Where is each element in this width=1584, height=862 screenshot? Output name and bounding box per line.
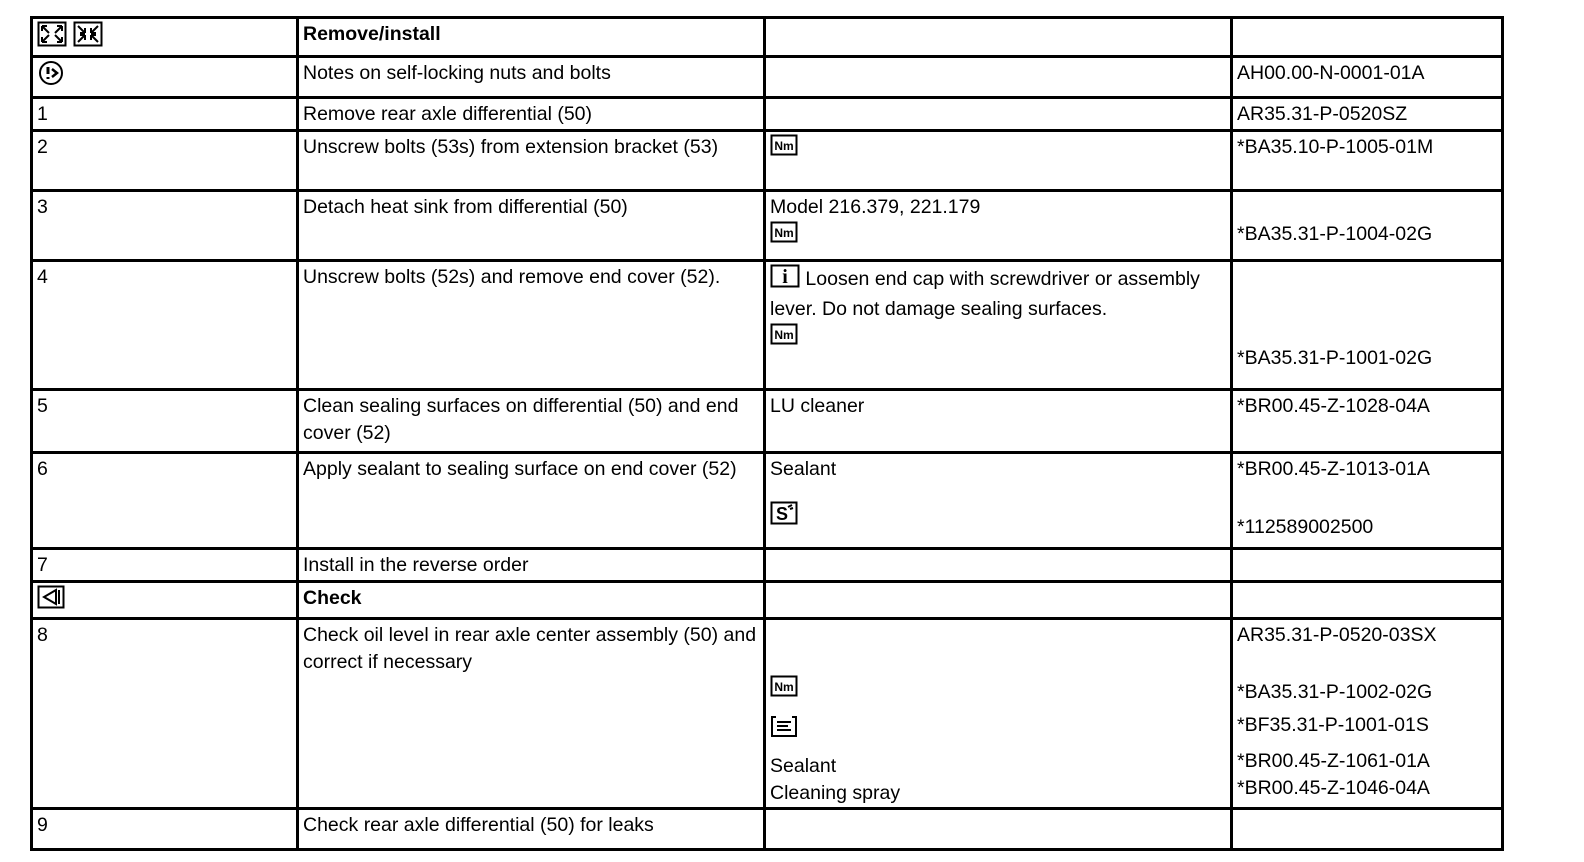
- material-name: LU cleaner: [770, 395, 865, 417]
- step-text: Notes on self-locking nuts and bolts: [303, 62, 611, 84]
- ref-link[interactable]: *BF35.31-P-1001-01S: [1237, 714, 1429, 736]
- table-row: [32, 18, 1503, 57]
- check-icon: [37, 585, 65, 617]
- step-number: 3: [37, 196, 48, 218]
- ref-link[interactable]: *BR00.45-Z-1046-04A: [1237, 777, 1430, 799]
- extra-cell: [765, 453, 1232, 549]
- ref-link[interactable]: *BA35.31-P-1004-02G: [1237, 223, 1433, 245]
- step-text-cell: [298, 390, 765, 453]
- ref-link[interactable]: *BA35.31-P-1002-02G: [1237, 681, 1433, 703]
- torque-nm-icon[interactable]: [770, 221, 798, 251]
- ref-cell: [1232, 98, 1503, 131]
- table-row: [32, 390, 1503, 453]
- material-name: Sealant: [770, 755, 837, 777]
- table-row: [32, 98, 1503, 131]
- material-name: Sealant: [770, 458, 837, 480]
- step-text: Detach heat sink from differential (50): [303, 196, 628, 218]
- note-icon: [37, 60, 65, 94]
- table-row: [32, 549, 1503, 582]
- step-number-cell: [32, 98, 298, 131]
- extra-cell: [765, 582, 1232, 619]
- ref-cell: [1232, 261, 1503, 390]
- step-number-cell: [32, 549, 298, 582]
- ref-link[interactable]: *BA35.10-P-1005-01M: [1237, 136, 1434, 158]
- step-number-cell: [32, 131, 298, 191]
- step-text-cell: [298, 18, 765, 57]
- ref-link[interactable]: *BA35.31-P-1001-02G: [1237, 347, 1433, 369]
- table-row: [32, 57, 1503, 98]
- step-number: 2: [37, 136, 48, 158]
- step-cell: [32, 18, 298, 57]
- info-note: Loosen end cap with screwdriver or assembly lever. Do not damage sealing surfaces.: [770, 268, 1200, 320]
- step-text-cell: [298, 131, 765, 191]
- step-text: Check rear axle differential (50) for leaks: [303, 814, 654, 836]
- ref-link[interactable]: AH00.00-N-0001-01A: [1237, 62, 1425, 84]
- step-text: Remove rear axle differential (50): [303, 103, 593, 125]
- step-text: Unscrew bolts (52s) and remove end cover (52).: [303, 266, 721, 288]
- svg-text:i: i: [782, 266, 788, 288]
- step-number-cell: [32, 390, 298, 453]
- extra-cell: [765, 261, 1232, 390]
- step-number: 6: [37, 458, 48, 480]
- extra-cell: [765, 619, 1232, 809]
- ref-link[interactable]: *BR00.45-Z-1013-01A: [1237, 458, 1430, 480]
- table-row: [32, 809, 1503, 850]
- step-text: Clean sealing surfaces on differential (50) and end cover (52): [303, 395, 739, 444]
- step-cell: [32, 582, 298, 619]
- step-number: 1: [37, 103, 48, 125]
- step-text: Install in the reverse order: [303, 554, 529, 576]
- extra-cell: [765, 809, 1232, 850]
- ref-cell: [1232, 131, 1503, 191]
- ref-link[interactable]: AR35.31-P-0520-03SX: [1237, 624, 1437, 646]
- step-number-cell: [32, 619, 298, 809]
- svg-text:Nm: Nm: [774, 139, 794, 153]
- step-text-cell: [298, 619, 765, 809]
- step-number-cell: [32, 453, 298, 549]
- step-number-cell: [32, 261, 298, 390]
- step-text-cell: [298, 261, 765, 390]
- svg-text:Nm: Nm: [774, 328, 794, 342]
- special-tool-icon[interactable]: [770, 501, 798, 533]
- ref-link[interactable]: *112589002500: [1237, 516, 1374, 538]
- ref-cell: [1232, 191, 1503, 261]
- ref-link[interactable]: AR35.31-P-0520SZ: [1237, 103, 1408, 125]
- step-number: 4: [37, 266, 48, 288]
- ref-cell: [1232, 582, 1503, 619]
- extra-cell: [765, 98, 1232, 131]
- torque-nm-icon[interactable]: [770, 675, 798, 705]
- step-number: 7: [37, 554, 48, 576]
- ref-cell: [1232, 453, 1503, 549]
- ref-link[interactable]: *BR00.45-Z-1028-04A: [1237, 395, 1430, 417]
- table-row: [32, 582, 1503, 619]
- step-text-cell: [298, 453, 765, 549]
- step-text: Unscrew bolts (53s) from extension bracket (53): [303, 136, 719, 158]
- step-text-cell: [298, 809, 765, 850]
- step-text-cell: [298, 191, 765, 261]
- procedure-table: [30, 16, 1504, 851]
- table-row: [32, 619, 1503, 809]
- step-text-cell: [298, 549, 765, 582]
- step-number: 9: [37, 814, 48, 836]
- step-number: 8: [37, 624, 48, 646]
- remove-install-icon: [37, 21, 103, 55]
- step-number-cell: [32, 191, 298, 261]
- step-number-cell: [32, 809, 298, 850]
- ref-cell: [1232, 619, 1503, 809]
- table-row: [32, 453, 1503, 549]
- extra-cell: [765, 390, 1232, 453]
- ref-cell: [1232, 390, 1503, 453]
- ref-cell: [1232, 18, 1503, 57]
- extra-cell: [765, 131, 1232, 191]
- svg-text:Nm: Nm: [774, 226, 794, 240]
- ref-link[interactable]: *BR00.45-Z-1061-01A: [1237, 750, 1430, 772]
- extra-cell: [765, 57, 1232, 98]
- torque-nm-icon[interactable]: [770, 134, 798, 164]
- extra-cell: [765, 191, 1232, 261]
- section-heading: Remove/install: [303, 23, 441, 45]
- ref-cell: [1232, 549, 1503, 582]
- fluid-capacity-icon[interactable]: [770, 713, 798, 747]
- svg-text:Nm: Nm: [774, 680, 794, 694]
- info-icon[interactable]: [770, 264, 800, 296]
- step-number: 5: [37, 395, 48, 417]
- table-row: [32, 261, 1503, 390]
- svg-text:S: S: [775, 504, 789, 524]
- step-text-cell: [298, 98, 765, 131]
- step-text-cell: [298, 57, 765, 98]
- extra-cell: [765, 18, 1232, 57]
- table-row: [32, 191, 1503, 261]
- ref-cell: [1232, 57, 1503, 98]
- material-name: Cleaning spray: [770, 782, 901, 804]
- table-row: [32, 131, 1503, 191]
- ref-cell: [1232, 809, 1503, 850]
- torque-nm-icon[interactable]: [770, 323, 798, 353]
- section-heading: Check: [303, 587, 362, 609]
- extra-cell: [765, 549, 1232, 582]
- model-note: Model 216.379, 221.179: [770, 196, 981, 218]
- step-text: Check oil level in rear axle center assembly (50) and correct if necessary: [303, 624, 757, 673]
- step-text-cell: [298, 582, 765, 619]
- step-cell: [32, 57, 298, 98]
- step-text: Apply sealant to sealing surface on end cover (52): [303, 458, 737, 480]
